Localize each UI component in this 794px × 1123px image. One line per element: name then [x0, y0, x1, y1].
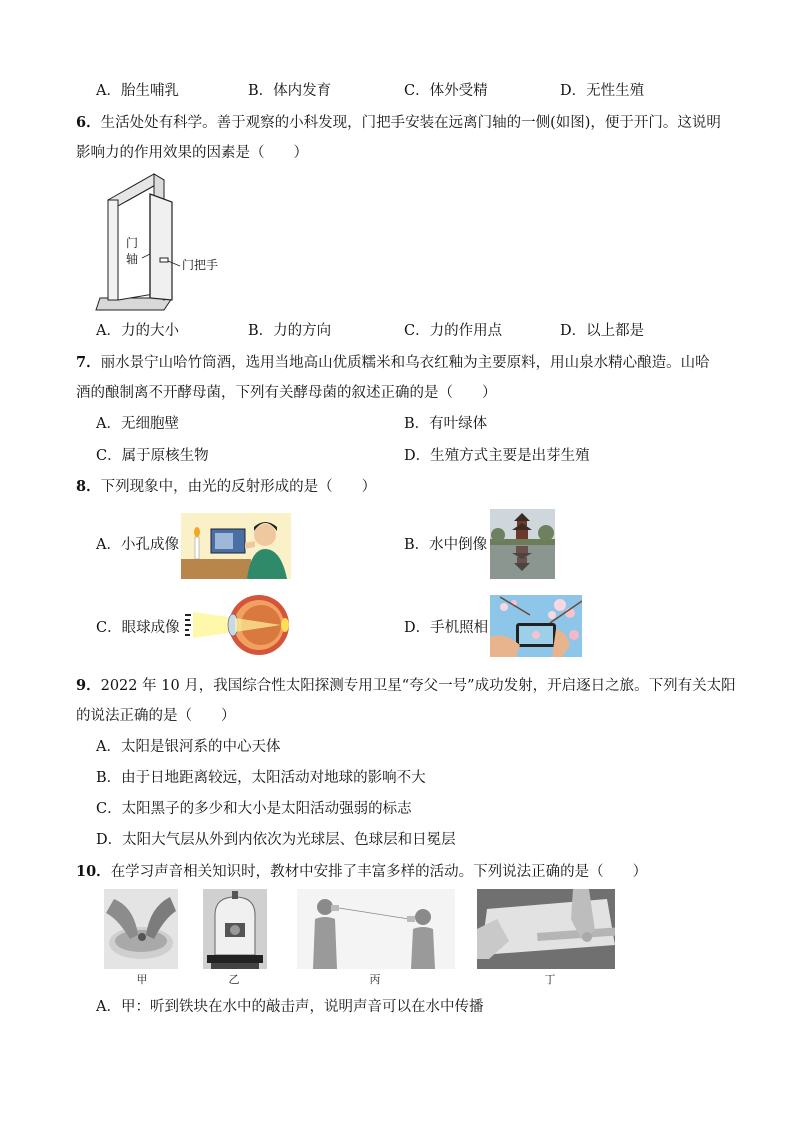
q6-option-a: A．力的大小 — [96, 323, 179, 339]
water-reflection-image — [490, 509, 555, 579]
q7-stem-line1: 7．丽水景宁山哈竹筒酒，选用当地高山优质糯米和乌衣红釉为主要原料，用山泉水精心酿造。山哈 — [76, 354, 710, 371]
q5-option-b: B．体内发育 — [248, 83, 332, 99]
q5-option-a: A．胎生哺乳 — [96, 83, 179, 99]
q9-stem-line2: 的说法正确的是（ ） — [76, 708, 236, 724]
q7-option-d: D．生殖方式主要是出芽生殖 — [404, 448, 590, 464]
q8-option-d: D．手机照相 — [404, 620, 489, 636]
caption-ding: 丁 — [544, 973, 556, 986]
q7-option-c: C．属于原核生物 — [96, 448, 209, 464]
door-axis-label-2: 轴 — [126, 252, 139, 266]
q5-option-d: D．无性生殖 — [560, 83, 645, 99]
q6-stem-line1: 6．生活处处有科学。善于观察的小科发现，门把手安装在远离门轴的一侧(如图)，便于开门。这说明 — [76, 114, 721, 131]
door-handle-label: 门把手 — [182, 258, 219, 272]
image-ding-ruler-table — [477, 889, 615, 969]
q6-stem-line2: 影响力的作用效果的因素是（ ） — [76, 145, 308, 161]
q10-stem: 10．在学习声音相关知识时，教材中安排了丰富多样的活动。下列说法正确的是（ ） — [76, 863, 648, 880]
q6-option-c: C．力的作用点 — [404, 323, 503, 339]
q7-option-a: A．无细胞壁 — [96, 416, 179, 432]
q5-option-c: C．体外受精 — [404, 83, 488, 99]
q9-option-b: B．由于日地距离较远，太阳活动对地球的影响不大 — [96, 770, 426, 786]
q9-option-a: A．太阳是银河系的中心天体 — [96, 739, 281, 755]
q6-option-d: D．以上都是 — [560, 323, 645, 339]
q9-stem-line1: 9．2022 年 10 月，我国综合性太阳探测专用卫星“夸父一号”成功发射，开启逐日之旅。下列有关太阳 — [76, 677, 736, 694]
caption-bing: 丙 — [369, 973, 381, 986]
q9-option-c: C．太阳黑子的多少和大小是太阳活动强弱的标志 — [96, 801, 412, 817]
q8-option-c: C．眼球成像 — [96, 620, 180, 636]
q8-number: 8． — [76, 478, 101, 495]
caption-jia: 甲 — [136, 973, 148, 986]
image-jia-hands-water — [104, 889, 178, 969]
q6-number: 6． — [76, 114, 101, 131]
phone-camera-image — [490, 595, 582, 657]
q10-option-a: A．甲：听到铁块在水中的敲击声，说明声音可以在水中传播 — [96, 999, 484, 1015]
caption-yi: 乙 — [228, 973, 240, 986]
door-diagram — [94, 172, 234, 314]
eye-image — [181, 592, 291, 658]
pinhole-camera-image — [181, 513, 291, 579]
q7-option-b: B．有叶绿体 — [404, 416, 488, 432]
q8-option-a: A．小孔成像 — [96, 537, 179, 553]
q9-number: 9． — [76, 677, 101, 694]
q9-option-d: D．太阳大气层从外到内依次为光球层、色球层和日冕层 — [96, 832, 456, 848]
image-bing-string-telephone — [297, 889, 455, 969]
q8-stem: 8．下列现象中，由光的反射形成的是（ ） — [76, 478, 377, 495]
q6-option-b: B．力的方向 — [248, 323, 332, 339]
q10-number: 10． — [76, 863, 111, 880]
door-axis-label-1: 门 — [126, 236, 139, 250]
q8-option-b: B．水中倒像 — [404, 537, 488, 553]
image-yi-bell-jar — [203, 889, 267, 969]
q7-stem-line2: 酒的酿制离不开酵母菌，下列有关酵母菌的叙述正确的是（ ） — [76, 385, 497, 401]
q7-number: 7． — [76, 354, 101, 371]
